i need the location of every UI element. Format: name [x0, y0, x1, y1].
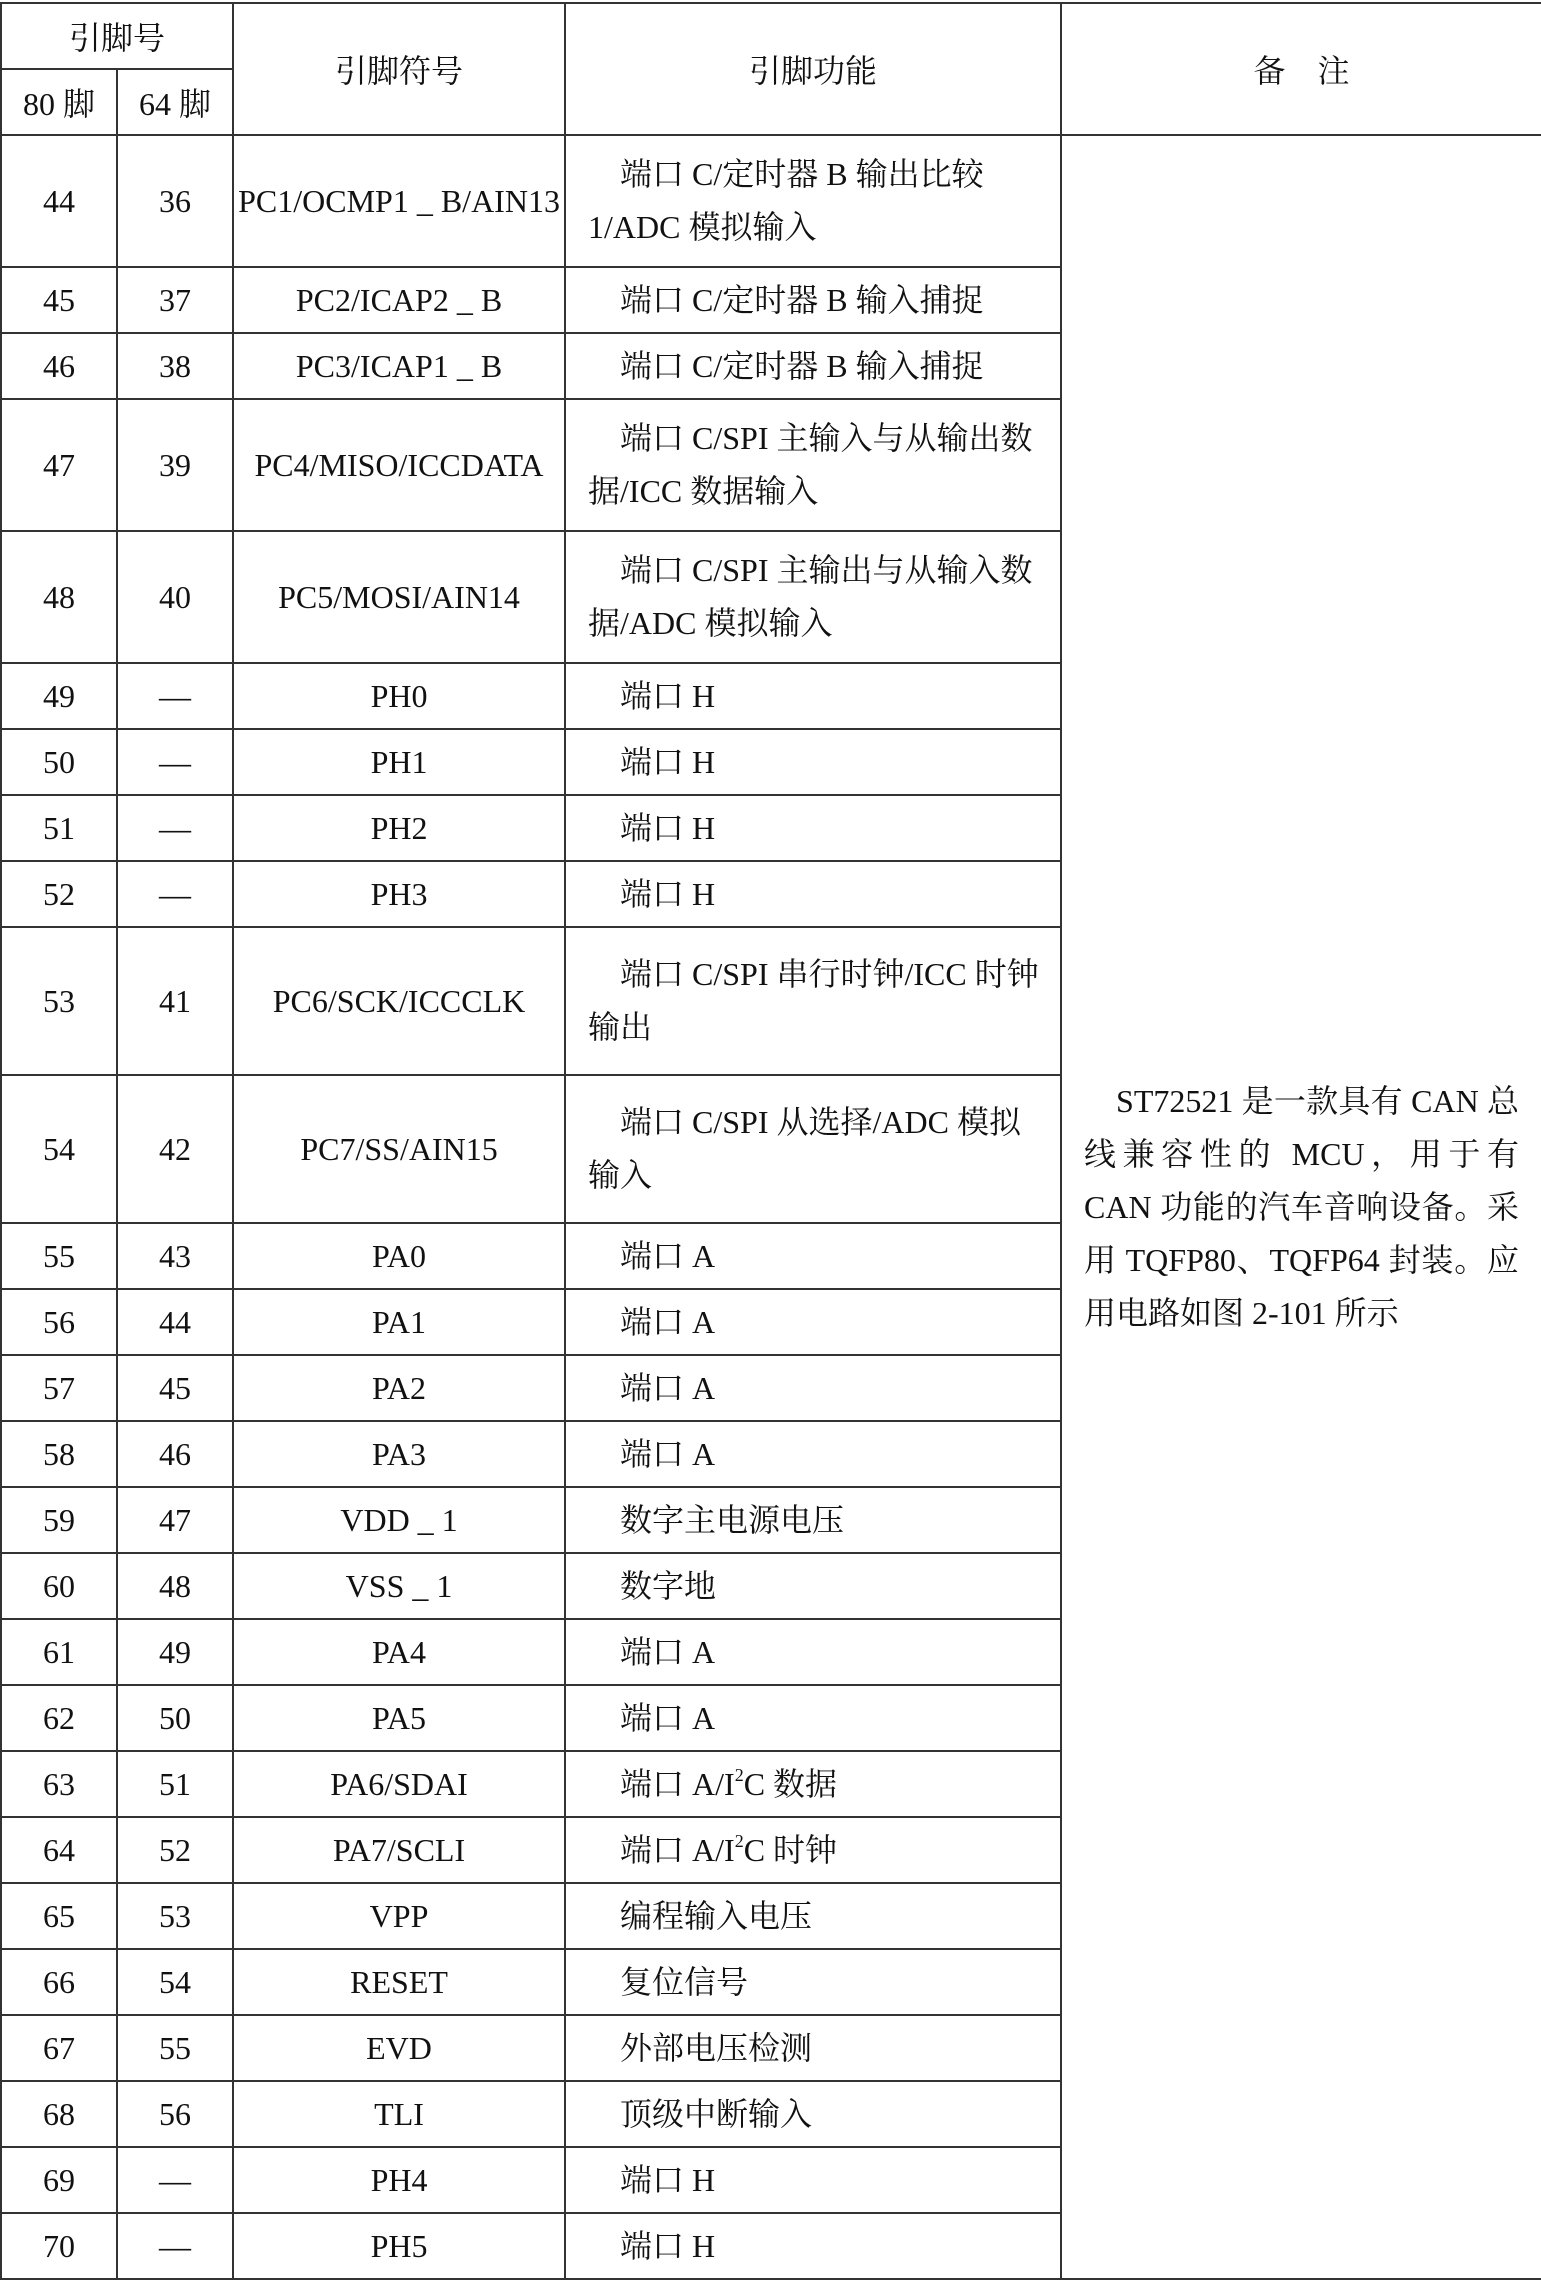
header-64-pin: 64 脚	[117, 69, 233, 135]
pin-64-cell: —	[117, 663, 233, 729]
pin-80-cell: 53	[1, 927, 117, 1075]
pin-64-cell: 41	[117, 927, 233, 1075]
header-remark: 备 注	[1061, 3, 1541, 135]
pin-symbol-cell: VPP	[233, 1883, 565, 1949]
header-pin-symbol: 引脚符号	[233, 3, 565, 135]
pin-symbol-cell: PA4	[233, 1619, 565, 1685]
pin-80-cell: 63	[1, 1751, 117, 1817]
pin-function-cell	[565, 1949, 1061, 2015]
function-text: 端口 C/定时器 B 输入捕捉	[620, 347, 984, 384]
pin-64-cell: 51	[117, 1751, 233, 1817]
pin-80-cell: 67	[1, 2015, 117, 2081]
pin-function-cell	[565, 135, 1061, 267]
function-text: 数字主电源电压	[620, 1501, 845, 1538]
pin-function-cell	[565, 531, 1061, 663]
pin-table	[0, 2, 1541, 2280]
function-text: 端口 C/定时器 B 输出比较 1/ADC 模拟输入	[588, 156, 984, 245]
table-body	[1, 135, 1541, 2279]
pin-64-cell: 53	[117, 1883, 233, 1949]
pin-symbol-cell: PA1	[233, 1289, 565, 1355]
pin-function-cell	[565, 1223, 1061, 1289]
function-text: 端口 A	[620, 1237, 716, 1274]
function-text: 数字地	[620, 1567, 717, 1604]
pin-64-cell: 47	[117, 1487, 233, 1553]
pin-64-cell: 56	[117, 2081, 233, 2147]
pin-80-cell: 62	[1, 1685, 117, 1751]
pin-80-cell: 48	[1, 531, 117, 663]
pin-80-cell: 56	[1, 1289, 117, 1355]
pin-80-cell: 59	[1, 1487, 117, 1553]
pin-64-cell: 36	[117, 135, 233, 267]
remark-text: ST72521 是一款具有 CAN 总线兼容性的 MCU，用于有 CAN 功能的汽车音响设备。采用 TQFP80、TQFP64 封装。应用电路如图 2-101 所示	[1084, 1082, 1520, 1331]
function-text-pre: 端口 A/I	[620, 1831, 735, 1868]
pin-function-cell	[565, 1075, 1061, 1223]
function-text: 端口 A	[620, 1435, 716, 1472]
pin-symbol-cell: PC7/SS/AIN15	[233, 1075, 565, 1223]
function-text: 端口 C/SPI 主输出与从输入数据/ADC 模拟输入	[588, 552, 1033, 641]
pin-64-cell: —	[117, 729, 233, 795]
pin-80-cell: 44	[1, 135, 117, 267]
pin-function-cell	[565, 1883, 1061, 1949]
pin-80-cell: 49	[1, 663, 117, 729]
pin-function-cell	[565, 927, 1061, 1075]
function-text-post: C 时钟	[743, 1831, 838, 1868]
pin-64-cell: 42	[117, 1075, 233, 1223]
function-text: 端口 C/定时器 B 输入捕捉	[620, 281, 984, 318]
pin-80-cell: 66	[1, 1949, 117, 2015]
pin-64-cell: 48	[117, 1553, 233, 1619]
pin-80-cell: 70	[1, 2213, 117, 2279]
function-text: 顶级中断输入	[620, 2095, 813, 2132]
pin-80-cell: 50	[1, 729, 117, 795]
pin-80-cell: 64	[1, 1817, 117, 1883]
pin-symbol-cell: PH3	[233, 861, 565, 927]
pin-64-cell: —	[117, 2147, 233, 2213]
function-text: 端口 H	[620, 809, 716, 846]
pin-function-cell	[565, 2015, 1061, 2081]
pin-64-cell: 49	[117, 1619, 233, 1685]
pin-symbol-cell: PH4	[233, 2147, 565, 2213]
function-superscript: 2	[734, 1764, 744, 1785]
remark-cell	[1061, 135, 1541, 2279]
pin-symbol-cell: PA6/SDAI	[233, 1751, 565, 1817]
pin-64-cell: —	[117, 2213, 233, 2279]
pin-function-cell	[565, 1421, 1061, 1487]
function-text: 外部电压检测	[620, 2029, 813, 2066]
pin-function-cell	[565, 2213, 1061, 2279]
pin-64-cell: 46	[117, 1421, 233, 1487]
pin-80-cell: 46	[1, 333, 117, 399]
function-text: 端口 A	[620, 1303, 716, 1340]
pin-symbol-cell: PH0	[233, 663, 565, 729]
pin-symbol-cell: PC4/MISO/ICCDATA	[233, 399, 565, 531]
pin-64-cell: 54	[117, 1949, 233, 2015]
pin-symbol-cell: RESET	[233, 1949, 565, 2015]
function-text: 端口 A	[620, 1699, 716, 1736]
function-text: 端口 A	[620, 1369, 716, 1406]
pin-80-cell: 58	[1, 1421, 117, 1487]
pin-64-cell: 52	[117, 1817, 233, 1883]
header-pin-number: 引脚号	[1, 3, 233, 69]
pin-80-cell: 55	[1, 1223, 117, 1289]
pin-symbol-cell: PH5	[233, 2213, 565, 2279]
pin-64-cell: 50	[117, 1685, 233, 1751]
pin-64-cell: 37	[117, 267, 233, 333]
pin-64-cell: —	[117, 795, 233, 861]
pin-function-cell	[565, 267, 1061, 333]
function-text: 端口 A	[620, 1633, 716, 1670]
pin-symbol-cell: PC1/OCMP1 _ B/AIN13	[233, 135, 565, 267]
pin-symbol-cell: PA2	[233, 1355, 565, 1421]
pin-64-cell: —	[117, 861, 233, 927]
pin-80-cell: 47	[1, 399, 117, 531]
pin-function-cell	[565, 663, 1061, 729]
pin-symbol-cell: VDD _ 1	[233, 1487, 565, 1553]
header-row-1	[1, 3, 1541, 69]
function-text: 端口 H	[620, 875, 716, 912]
pin-symbol-cell: PA7/SCLI	[233, 1817, 565, 1883]
function-text: 端口 H	[620, 677, 716, 714]
pin-80-cell: 54	[1, 1075, 117, 1223]
pin-function-cell	[565, 1553, 1061, 1619]
function-text: 端口 H	[620, 2227, 716, 2264]
pin-symbol-cell: VSS _ 1	[233, 1553, 565, 1619]
pin-function-cell	[565, 861, 1061, 927]
pin-64-cell: 55	[117, 2015, 233, 2081]
pin-function-cell	[565, 1817, 1061, 1883]
function-text-pre: 端口 A/I	[620, 1765, 735, 1802]
pin-symbol-cell: EVD	[233, 2015, 565, 2081]
pin-64-cell: 39	[117, 399, 233, 531]
pin-function-cell	[565, 1685, 1061, 1751]
pin-function-cell	[565, 333, 1061, 399]
pin-function-cell	[565, 795, 1061, 861]
pin-80-cell: 65	[1, 1883, 117, 1949]
pin-80-cell: 60	[1, 1553, 117, 1619]
pin-symbol-cell: TLI	[233, 2081, 565, 2147]
pin-function-cell	[565, 2081, 1061, 2147]
function-text: 复位信号	[620, 1963, 749, 2000]
pin-80-cell: 52	[1, 861, 117, 927]
function-superscript: 2	[734, 1830, 744, 1851]
pin-symbol-cell: PC6/SCK/ICCCLK	[233, 927, 565, 1075]
pin-symbol-cell: PC5/MOSI/AIN14	[233, 531, 565, 663]
pin-function-cell	[565, 1289, 1061, 1355]
function-text: 端口 C/SPI 串行时钟/ICC 时钟输出	[588, 956, 1039, 1045]
pin-80-cell: 61	[1, 1619, 117, 1685]
pin-symbol-cell: PA3	[233, 1421, 565, 1487]
pin-80-cell: 68	[1, 2081, 117, 2147]
pin-64-cell: 38	[117, 333, 233, 399]
pin-symbol-cell: PA5	[233, 1685, 565, 1751]
header-pin-function: 引脚功能	[565, 3, 1061, 135]
pin-80-cell: 57	[1, 1355, 117, 1421]
pin-function-cell	[565, 1751, 1061, 1817]
pin-64-cell: 45	[117, 1355, 233, 1421]
pin-function-cell	[565, 1355, 1061, 1421]
pin-function-cell	[565, 729, 1061, 795]
pin-80-cell: 45	[1, 267, 117, 333]
pin-64-cell: 44	[117, 1289, 233, 1355]
function-text: 端口 H	[620, 2161, 716, 2198]
pin-80-cell: 69	[1, 2147, 117, 2213]
header-80-pin: 80 脚	[1, 69, 117, 135]
function-text: 端口 C/SPI 主输入与从输出数据/ICC 数据输入	[588, 420, 1033, 509]
function-text-post: C 数据	[743, 1765, 838, 1802]
pin-64-cell: 43	[117, 1223, 233, 1289]
pin-function-cell	[565, 399, 1061, 531]
pin-symbol-cell: PA0	[233, 1223, 565, 1289]
function-text: 编程输入电压	[620, 1897, 813, 1934]
pin-symbol-cell: PC3/ICAP1 _ B	[233, 333, 565, 399]
pin-function-cell	[565, 2147, 1061, 2213]
pin-function-cell	[565, 1619, 1061, 1685]
pin-symbol-cell: PH1	[233, 729, 565, 795]
pin-symbol-cell: PH2	[233, 795, 565, 861]
pin-80-cell: 51	[1, 795, 117, 861]
function-text: 端口 H	[620, 743, 716, 780]
table-row	[1, 135, 1541, 267]
pin-64-cell: 40	[117, 531, 233, 663]
function-text: 端口 C/SPI 从选择/ADC 模拟输入	[588, 1104, 1021, 1193]
pin-function-cell	[565, 1487, 1061, 1553]
pin-symbol-cell: PC2/ICAP2 _ B	[233, 267, 565, 333]
